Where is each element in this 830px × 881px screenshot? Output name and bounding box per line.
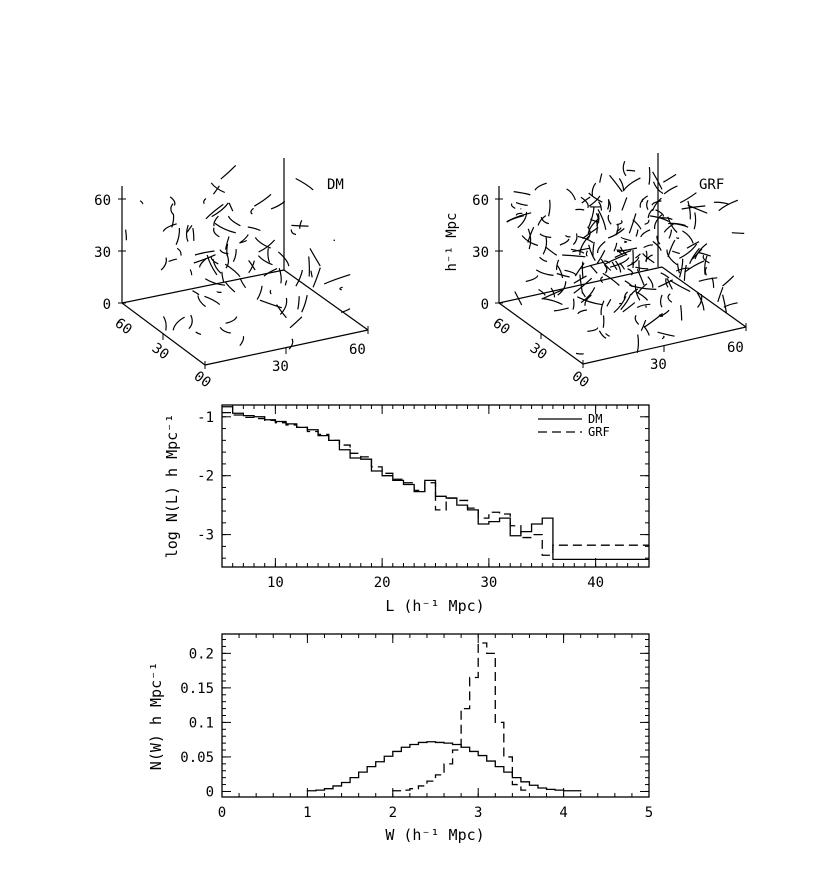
dm-base-label-3: 00 [190,368,214,392]
grf-z-tick-60: 60 [472,193,489,209]
dm-filament-segment [251,208,254,214]
grf-filament-segment [516,203,528,206]
length-y-axis-label: log N(L) h Mpc⁻¹ [163,413,181,559]
length-series [222,407,649,560]
grf-filament-segment [597,250,605,263]
dm-filament-segment [233,249,236,262]
grf-filament-segment [614,243,617,251]
grf-filament-segment [648,277,653,288]
dm-filament-segment [289,339,293,349]
grf-filament-segment [607,299,611,306]
dm-filament-segment [300,220,302,229]
grf-base-label-1: 60 [489,315,513,339]
grf-filament-segment [635,267,648,269]
grf-filament-segment [557,274,570,278]
grf-filament-segment [649,167,650,185]
dm-filament-segment [229,203,233,211]
grf-filament-segment [644,326,649,335]
grf-base-label-2: 30 [526,340,550,364]
width-x-tick-label: 4 [559,805,568,821]
dm-filament-segment [302,295,308,312]
grf-filament-segment [663,174,676,182]
width-series-grf [393,643,530,791]
dm-filament-segment [324,275,350,284]
grf-filament-segment [538,216,546,226]
grf-filament-segment [668,294,672,302]
width-ticks [222,634,649,797]
grf-filament-segment [601,301,604,315]
grf-3d-panel [444,153,746,391]
dm-filament-segment [221,165,236,179]
dm-filament-segment [177,248,181,255]
dm-filament-segment [341,309,350,313]
grf-filament-segment [653,241,661,250]
grf-filament-segment [536,270,553,276]
dm-filament-segment [193,228,194,241]
grf-filament-segment [610,175,623,192]
length-y-tick-label: -1 [197,409,214,426]
width-x-tick-label: 0 [217,805,227,821]
grf-filament-segment [670,280,690,291]
grf-filament-segment [590,266,597,274]
grf-filament-segment [535,183,547,190]
dm-filament-segment [290,317,302,328]
grf-filament-segment [560,239,569,245]
dm-z-tick-60: 60 [94,193,111,209]
dm-filament-segment [340,287,343,290]
grf-filament-segment [511,204,515,209]
dm-filament-segment [298,296,299,309]
grf-filament-segment [586,251,587,256]
grf-filament-segment [577,297,602,305]
grf-filament-segment [629,213,636,233]
grf-filament-segment [589,245,596,261]
grf-filament-segment [661,295,663,307]
grf-filament-segment [639,260,640,271]
grf-filament-segment [558,281,566,295]
dm-filament-segment [189,315,192,329]
grf-filament-segment [576,353,584,354]
dm-filament-segment [311,271,312,278]
width-y-tick-label: 0.15 [180,680,214,697]
grf-filament-segment [578,310,587,314]
grf-filament-segment [656,210,664,217]
grf-filament-segment [636,230,638,237]
grf-filament-segment [592,183,595,196]
grf-filament-segment [684,265,686,281]
dm-filament-segment [163,224,177,232]
grf-filament-segment [551,288,555,298]
grf-filament-segment [554,308,569,311]
grf-filament-segment [641,320,645,331]
grf-filament-segment [641,230,650,237]
grf-filament-segment [712,278,714,288]
grf-filament-segment [647,200,648,210]
length-tick-labels [197,410,604,591]
dm-filament-segment [171,204,173,215]
grf-filament-segment [685,261,705,272]
grf-filament-segment [699,278,718,282]
dm-filament-segment [296,270,303,286]
dm-filament-segment [225,264,240,277]
grf-filament-segment [635,254,640,258]
dm-filament-segment [163,316,166,330]
grf-filament-segment [622,197,627,210]
dm-filament-segment [258,256,272,265]
grf-filament-segment [616,261,621,273]
width-x-axis-label: W (h⁻¹ Mpc) [385,826,485,844]
grf-title: GRF [699,177,725,193]
length-x-tick-label: 30 [480,575,498,591]
grf-filament-segment [565,270,577,275]
grf-filament-segment [587,328,597,332]
grf-filament-segment [658,332,675,336]
dm-filament-segment [169,259,177,261]
grf-filament-segment [672,251,680,254]
dm-filament-segment [334,240,335,241]
dm-3d-panel [94,158,368,391]
dm-filament-segment [190,270,192,276]
grf-filament-segment [623,161,626,176]
grf-filament-segment [732,233,744,234]
width-y-tick-label: 0.1 [188,715,214,732]
grf-filament-segment [603,316,604,328]
grf-filament-segment [540,257,547,261]
grf-filament-segment [723,276,734,286]
grf-filament-segment [714,202,729,204]
width-x-tick-label: 1 [303,805,312,821]
grf-filament-segment [682,231,693,243]
grf-filament-segment [678,264,680,274]
dm-filament-segment [186,225,188,242]
dm-filament-segment [161,258,166,271]
width-series [307,643,580,791]
dm-filament-segment [211,257,218,264]
grf-filament-segment [719,200,738,211]
length-y-tick-label: -3 [197,527,214,544]
length-x-tick-label: 20 [373,575,391,591]
grf-filament-segment [617,228,622,232]
grf-filament-segment [724,303,738,307]
grf-filament-segment [637,335,638,353]
dm-filament-segment [240,278,246,288]
width-x-tick-label: 5 [644,805,654,821]
dm-filament-segment [277,305,287,318]
dm-base-label-5: 60 [349,342,366,358]
width-x-tick-label: 2 [388,805,398,821]
dm-filament-segment [217,291,221,292]
width-y-tick-label: 0.2 [188,646,214,663]
dm-filament-segment [271,201,285,209]
length-legend [538,412,610,439]
grf-filament-segment [608,199,609,209]
grf-filament-segment [575,209,584,210]
dm-filament-segment [193,291,200,295]
dm-z-tick-0: 0 [102,297,111,313]
length-y-tick-label: -2 [197,468,214,485]
grf-filament-segment [688,201,690,219]
dm-filament-segment [248,227,261,231]
dm-filament-segment [222,272,224,282]
grf-filament-segment [653,198,662,211]
dm-filament-segment [296,179,314,190]
width-y-tick-label: 0.05 [180,749,214,766]
grf-axis-ticks [495,199,746,368]
grf-filament-segment [627,170,636,171]
dm-filament-segment [176,228,179,245]
grf-filament-segment [599,202,602,211]
length-series-grf [222,413,649,556]
grf-base-label-4: 30 [650,357,667,373]
grf-filament-segment [573,234,577,245]
dm-base-label-2: 30 [148,340,172,364]
dm-filament-segment [254,194,271,206]
length-x-tick-label: 40 [587,575,605,591]
dm-filament-segment [206,204,223,219]
dm-filament-segment [173,317,184,330]
dm-filament-segment [226,317,237,324]
grf-filament-segment [543,237,546,254]
width-x-tick-label: 3 [473,805,483,821]
grf-filament-segment [507,216,524,222]
grf-filament-segment [699,253,711,257]
dm-filament-segment [196,332,201,335]
width-tick-labels [180,646,653,821]
grf-filament-segment [645,220,649,225]
grf-z-tick-0: 0 [480,297,489,313]
grf-filament-segment [545,247,557,256]
dm-filament-segment [255,237,270,248]
dm-filament-segment [270,290,271,294]
grf-filament-segment [682,206,706,209]
grf-filament-segment [549,200,550,216]
grf-filament-segment [633,220,641,230]
grf-filament-segment [606,333,610,336]
grf-filament-segment [608,215,611,224]
grf-filament-segment [624,241,626,242]
legend-dm-label: DM [588,412,603,426]
dm-filament-segment [257,286,262,300]
grf-filament-segment [542,299,562,305]
grf-filament-segment [599,331,606,339]
dm-filament-segment [309,257,310,277]
grf-base-label-5: 60 [727,340,744,356]
dm-filament-segment [313,268,320,288]
grf-z-axis-label: h⁻¹ Mpc [444,212,460,272]
grf-filament-segment [623,178,640,191]
dm-filament-segment [212,203,229,217]
dm-filament-segment [204,199,206,204]
dm-filament-segment [204,296,219,304]
grf-filament-segment [664,224,673,232]
grf-filament-segment [681,305,682,320]
dm-filament-segment [240,336,244,345]
dm-filament-segment [220,327,231,333]
grf-filament-segment [557,260,559,270]
dm-filament-segment [310,248,320,266]
length-x-axis-label: L (h⁻¹ Mpc) [385,597,485,615]
dm-filament-segment [140,201,143,204]
dm-filament-network [126,165,351,349]
dm-filament-segment [126,230,127,241]
grf-filament-segment [526,275,538,281]
grf-filament-segment [644,245,653,248]
grf-filament-segment [676,238,679,239]
dm-filament-segment [285,280,287,285]
dm-filament-segment [198,296,206,307]
grf-filament-segment [669,230,672,239]
dm-title: DM [327,177,344,193]
dm-filament-segment [268,248,270,262]
grf-filament-segment [694,213,695,230]
width-histogram [147,634,653,844]
grf-base-label-3: 00 [568,368,592,392]
dm-filament-segment [291,230,296,235]
width-y-axis-label: N(W) h Mpc⁻¹ [147,661,165,771]
dm-filament-segment [215,223,236,232]
length-histogram [163,405,649,615]
grf-filament-segment [540,234,551,238]
grf-filament-segment [621,237,631,241]
grf-filament-segment [600,174,602,183]
grf-filament-segment [573,299,574,310]
grf-filament-segment [566,235,571,236]
grf-filament-segment [661,273,669,278]
length-x-tick-label: 10 [266,575,284,591]
grf-filament-segment [562,255,585,257]
grf-filament-segment [581,287,595,302]
width-plot-frame [222,634,649,797]
dm-filament-segment [195,251,215,255]
grf-filament-segment [680,259,683,278]
dm-filament-segment [214,228,220,237]
grf-filament-segment [637,304,650,307]
grf-filament-segment [557,266,562,279]
grf-filament-segment [668,240,675,257]
dm-z-tick-30: 30 [94,245,111,261]
grf-filament-segment [635,315,639,324]
grf-filament-segment [593,242,594,257]
grf-z-tick-30: 30 [472,245,489,261]
width-y-tick-label: 0 [205,784,214,801]
grf-filament-segment [617,220,623,224]
dm-filament-segment [229,216,241,226]
dm-base-label-4: 30 [272,359,289,375]
grf-filament-segment [718,287,723,302]
grf-filament-segment [662,336,664,339]
grf-filament-segment [514,192,531,195]
grf-filament-segment [653,172,662,190]
legend-grf-label: GRF [588,425,610,439]
grf-filament-segment [664,186,677,194]
dm-base-label-1: 60 [111,315,135,339]
dm-filament-segment [225,282,235,292]
grf-filament-segment [567,189,576,200]
